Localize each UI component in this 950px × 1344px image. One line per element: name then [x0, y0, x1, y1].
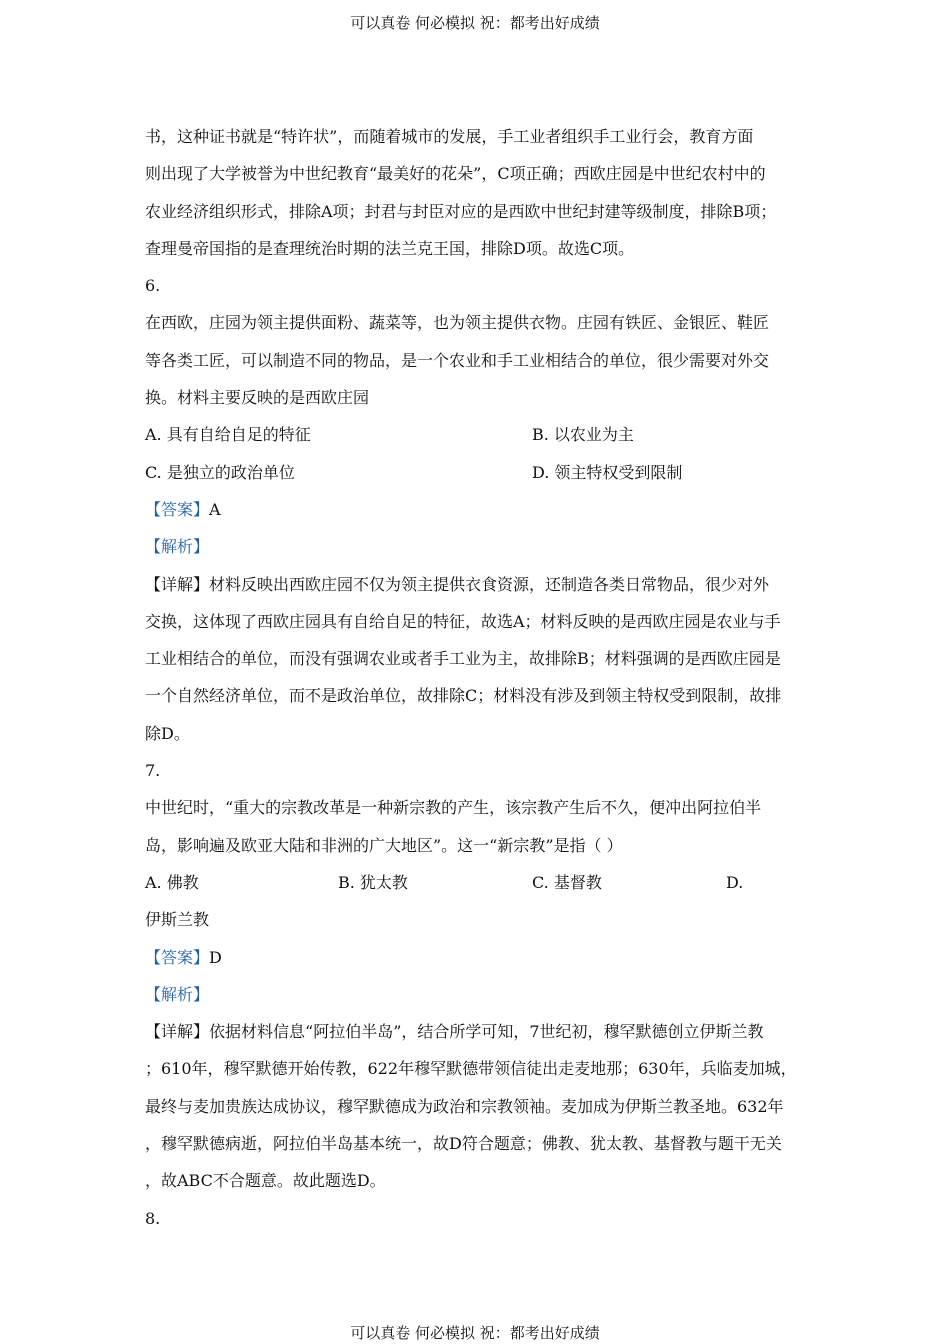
q7-detail-text: 依据材料信息“阿拉伯半岛”，结合所学可知，7世纪初，穆罕默德创立伊斯兰教: [209, 1022, 764, 1042]
question-6-stem: 换。材料主要反映的是西欧庄园: [145, 388, 370, 408]
answer-tag: 【答案】: [145, 947, 210, 967]
q7-option-b: B. 犹太教: [338, 872, 408, 892]
question-7-stem: 中世纪时，“重大的宗教改革是一种新宗教的产生，该宗教产生后不久，便冲出阿拉伯半: [145, 798, 762, 818]
q7-answer-line: [145, 939, 810, 976]
analysis-tag: 【解析】: [145, 984, 210, 1004]
q6-option-d: D. 领主特权受到限制: [532, 462, 683, 482]
question-7-stem: 岛，影响遍及欧亚大陆和非洲的广大地区”。这一“新宗教”是指（ ）: [145, 835, 623, 855]
question-6-stem: 在西欧，庄园为领主提供面粉、蔬菜等，也为领主提供衣物。庄园有铁匠、金银匠、鞋匠: [145, 313, 770, 333]
q7-detail-line: ，穆罕默德病逝，阿拉伯半岛基本统一，故D符合题意；佛教、犹太教、基督教与题干无关: [145, 1134, 782, 1154]
q6-detail-line: 交换，这体现了西欧庄园具有自给自足的特征，故选A；材料反映的是西欧庄园是农业与手: [145, 611, 781, 631]
q6-detail-line: 一个自然经济单位，而不是政治单位，故排除C；材料没有涉及到领主特权受到限制，故排: [145, 686, 782, 706]
q7-option-d-continuation: 伊斯兰教: [145, 910, 210, 930]
question-6-options-row-2: [145, 454, 810, 491]
q6-option-c: C. 是独立的政治单位: [145, 462, 295, 482]
q6-detail-line: 工业相结合的单位，而没有强调农业或者手工业为主，故排除B；材料强调的是西欧庄园是: [145, 649, 781, 669]
q7-detail-line: ，故ABC不合题意。故此题选D。: [145, 1171, 386, 1191]
q6-option-b: B. 以农业为主: [532, 425, 634, 445]
question-6-options-row-1: [145, 416, 810, 453]
q7-detail-line: 最终与麦加贵族达成协议，穆罕默德成为政治和宗教领袖。麦加成为伊斯兰教圣地。632年: [145, 1096, 784, 1116]
q6-detail-text: 材料反映出西欧庄园不仅为领主提供衣食资源，还制造各类日常物品，很少对外: [209, 574, 770, 594]
q6-detail-line: 除D。: [145, 723, 190, 743]
q6-analysis-line: [145, 528, 810, 565]
q6-option-a: A. 具有自给自足的特征: [145, 425, 311, 445]
answer-tag: 【答案】: [145, 499, 210, 519]
document-body: [145, 118, 810, 1237]
q7-option-d: D.: [726, 872, 744, 892]
q6-answer: A: [209, 499, 221, 519]
intro-line: 查理曼帝国指的是查理统治时期的法兰克王国，排除D项。故选C项。: [145, 238, 635, 258]
q7-detail-line: [145, 1013, 810, 1050]
q7-analysis-line: [145, 976, 810, 1013]
question-7-options-row: [145, 864, 810, 901]
q7-option-a: A. 佛教: [145, 872, 199, 892]
q7-answer: D: [209, 947, 222, 967]
q6-answer-line: [145, 491, 810, 528]
question-6-number: 6.: [145, 276, 161, 296]
q7-detail-line: ；610年，穆罕默德开始传教，622年穆罕默德带领信徒出走麦地那；630年，兵临麦加城，: [145, 1059, 797, 1079]
intro-line: 书，这种证书就是“特许状”，而随着城市的发展，手工业者组织手工业行会，教育方面: [145, 127, 754, 146]
detail-tag: 【详解】: [145, 1022, 210, 1042]
intro-line: 农业经济组织形式，排除A项；封君与封臣对应的是西欧中世纪封建等级制度，排除B项；: [145, 201, 777, 221]
question-7-number: 7.: [145, 761, 161, 781]
question-6-stem: 等各类工匠，可以制造不同的物品，是一个农业和手工业相结合的单位，很少需要对外交: [145, 350, 770, 370]
question-8-number: 8.: [145, 1208, 161, 1228]
intro-line: 则出现了大学被誉为中世纪教育“最美好的花朵”，C项正确；西欧庄园是中世纪农村中的: [145, 164, 766, 184]
page-footer: 可以真卷 何必模拟 祝：都考出好成绩: [350, 1324, 600, 1342]
q6-detail-line: [145, 566, 810, 603]
q7-option-c: C. 基督教: [532, 872, 602, 892]
page-header: 可以真卷 何必模拟 祝：都考出好成绩: [350, 14, 600, 32]
analysis-tag: 【解析】: [145, 537, 210, 557]
detail-tag: 【详解】: [145, 574, 210, 594]
